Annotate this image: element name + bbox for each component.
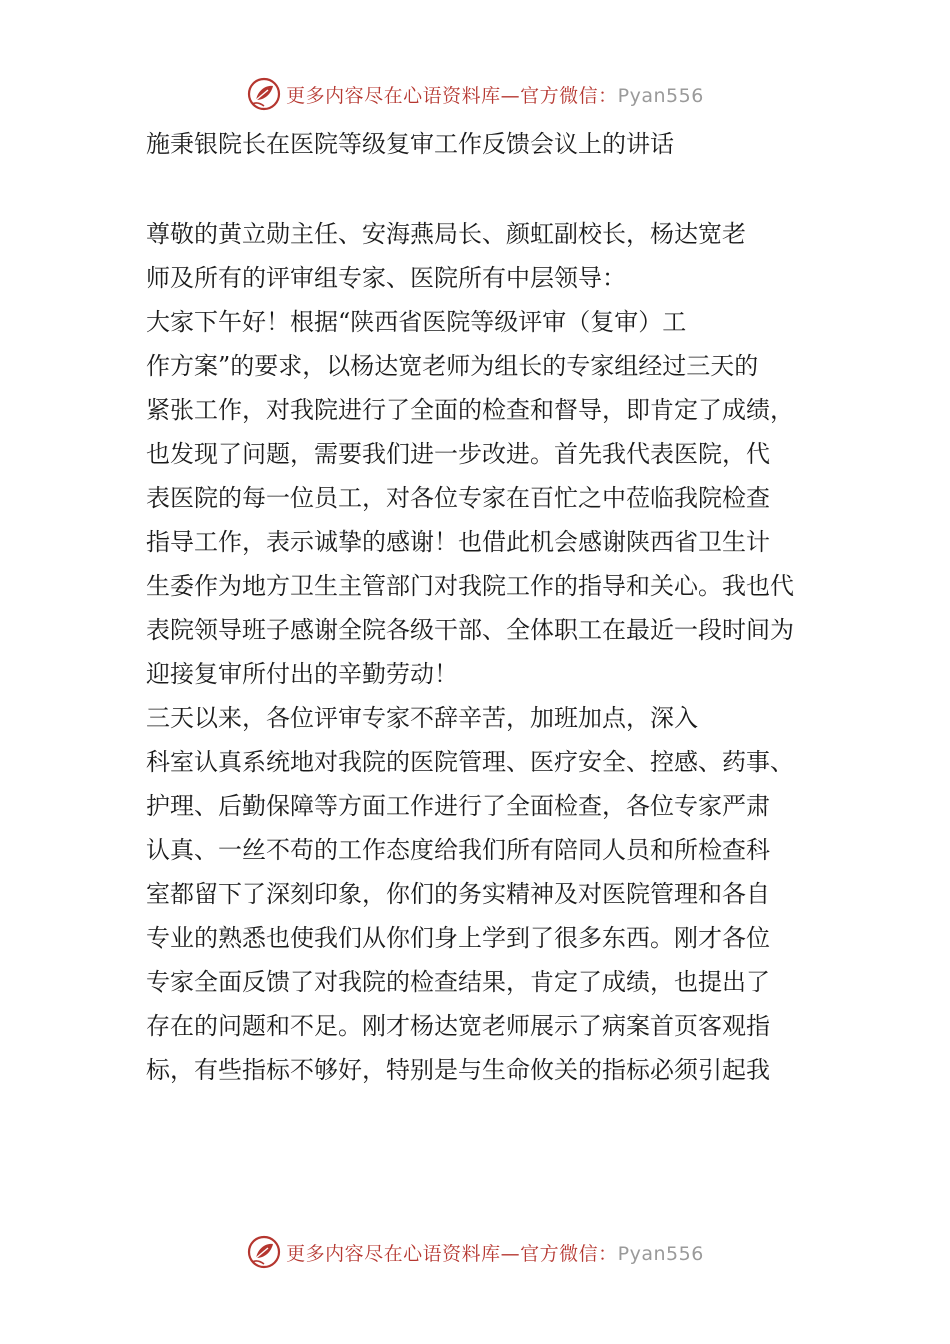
body-line: 专业的熟悉也使我们从你们身上学到了很多东西。刚才各位 <box>146 924 770 952</box>
document-title: 施秉银院长在医院等级复审工作反馈会议上的讲话 <box>146 130 674 158</box>
body-line: 科室认真系统地对我院的医院管理、医疗安全、控感、药事、 <box>146 748 794 776</box>
watermark-wechat-id: Pyan556 <box>617 1242 704 1265</box>
body-line: 紧张工作，对我院进行了全面的检查和督导，即肯定了成绩， <box>146 396 794 424</box>
body-line: 认真、一丝不苟的工作态度给我们所有陪同人员和所检查科 <box>146 836 770 864</box>
watermark-text <box>286 1239 704 1266</box>
body-line: 尊敬的黄立勋主任、安海燕局长、颜虹副校长，杨达宽老 <box>146 220 746 248</box>
body-line: 大家下午好！根据“陕西省医院等级评审（复审）工 <box>146 308 687 336</box>
body-line: 室都留下了深刻印象，你们的务实精神及对医院管理和各自 <box>146 880 770 908</box>
watermark-wechat-id: Pyan556 <box>617 84 704 107</box>
body-line: 指导工作，表示诚挚的感谢！也借此机会感谢陕西省卫生计 <box>146 528 770 556</box>
body-line: 专家全面反馈了对我院的检查结果，肯定了成绩，也提出了 <box>146 968 770 996</box>
body-line: 三天以来，各位评审专家不辞辛苦，加班加点，深入 <box>146 704 698 732</box>
header-watermark <box>0 72 950 116</box>
document-body <box>146 212 820 1092</box>
leaf-logo-icon <box>246 1234 282 1270</box>
body-line: 也发现了问题，需要我们进一步改进。首先我代表医院，代 <box>146 440 770 468</box>
watermark-label: 更多内容尽在心语资料库—官方微信： <box>286 1242 618 1265</box>
body-line: 迎接复审所付出的辛勤劳动！ <box>146 660 458 688</box>
watermark-label: 更多内容尽在心语资料库—官方微信： <box>286 84 618 107</box>
watermark-text <box>286 81 704 108</box>
body-line: 师及所有的评审组专家、医院所有中层领导： <box>146 264 626 292</box>
body-line: 生委作为地方卫生主管部门对我院工作的指导和关心。我也代 <box>146 572 794 600</box>
footer-watermark <box>0 1230 950 1274</box>
leaf-logo-icon <box>246 76 282 112</box>
body-line: 表院领导班子感谢全院各级干部、全体职工在最近一段时间为 <box>146 616 794 644</box>
body-line: 作方案”的要求，以杨达宽老师为组长的专家组经过三天的 <box>146 352 759 380</box>
body-line: 标，有些指标不够好，特别是与生命攸关的指标必须引起我 <box>146 1056 770 1084</box>
body-line: 表医院的每一位员工，对各位专家在百忙之中莅临我院检查 <box>146 484 770 512</box>
body-line: 护理、后勤保障等方面工作进行了全面检查，各位专家严肃 <box>146 792 770 820</box>
body-line: 存在的问题和不足。刚才杨达宽老师展示了病案首页客观指 <box>146 1012 770 1040</box>
